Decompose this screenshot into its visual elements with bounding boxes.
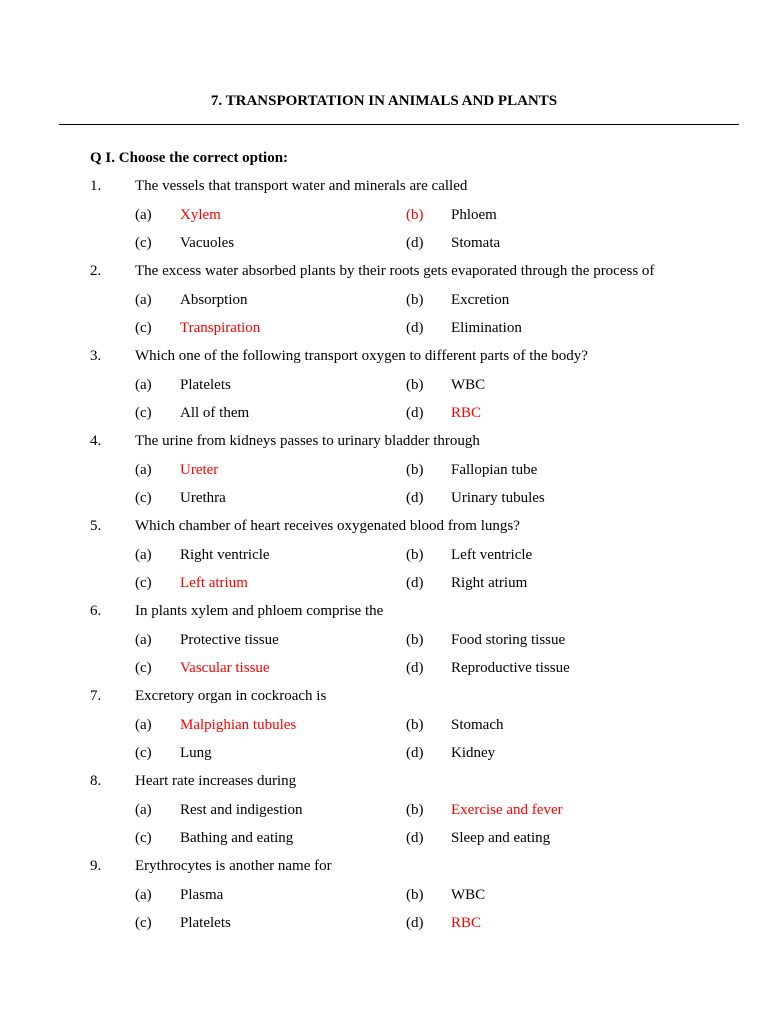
option-letter: (a) (135, 462, 152, 478)
option-text: Reproductive tissue (451, 660, 570, 676)
option-letter: (b) (406, 292, 424, 308)
option-text: Right atrium (451, 575, 528, 591)
option-letter: (c) (135, 660, 152, 676)
question-row (0, 512, 768, 540)
option-letter: (d) (406, 575, 424, 591)
question-row (0, 427, 768, 455)
option-text: Vacuoles (180, 235, 235, 251)
correct-option-text: Left atrium (180, 575, 248, 591)
question-item (0, 597, 768, 682)
option-row (0, 541, 768, 569)
question-row (0, 597, 768, 625)
option-text: Stomata (451, 235, 501, 251)
option-row (0, 569, 768, 597)
option-letter: (c) (135, 830, 152, 846)
question-item (0, 682, 768, 767)
correct-option-text: Malpighian tubules (180, 717, 297, 733)
option-letter: (a) (135, 632, 152, 648)
question-row (0, 172, 768, 200)
option-text: Platelets (180, 915, 231, 931)
option-letter: (d) (406, 745, 424, 761)
page-title: 7. TRANSPORTATION IN ANIMALS AND PLANTS (210, 93, 558, 109)
title-divider (59, 124, 739, 125)
option-row (0, 881, 768, 909)
option-text: Rest and indigestion (180, 802, 303, 818)
option-letter: (a) (135, 802, 152, 818)
option-row (0, 654, 768, 682)
question-number: 3. (90, 348, 102, 364)
option-letter: (d) (406, 405, 424, 421)
option-text: Bathing and eating (180, 830, 294, 846)
option-row (0, 456, 768, 484)
option-row (0, 626, 768, 654)
question-text: Erythrocytes is another name for (135, 858, 332, 874)
option-text: Stomach (451, 717, 504, 733)
option-row (0, 371, 768, 399)
option-letter: (b) (406, 632, 424, 648)
option-row (0, 909, 768, 937)
correct-option-text: Vascular tissue (180, 660, 270, 676)
option-text: Fallopian tube (451, 462, 538, 478)
option-row (0, 796, 768, 824)
option-text: Elimination (451, 320, 522, 336)
option-text: Sleep and eating (451, 830, 551, 846)
question-text: The excess water absorbed plants by their roots gets evaporated through the process of (135, 263, 655, 279)
question-item (0, 767, 768, 852)
question-text: Which one of the following transport oxygen to different parts of the body? (135, 348, 588, 364)
question-row (0, 682, 768, 710)
correct-option-text: RBC (451, 405, 482, 421)
option-text: Food storing tissue (451, 632, 566, 648)
option-letter: (b) (406, 547, 424, 563)
option-letter: (b) (406, 717, 424, 733)
question-number: 9. (90, 858, 102, 874)
option-letter: (d) (406, 660, 424, 676)
option-letter: (d) (406, 915, 424, 931)
option-letter: (c) (135, 320, 152, 336)
option-letter: (a) (135, 377, 152, 393)
question-number: 5. (90, 518, 102, 534)
correct-option-text: RBC (451, 915, 482, 931)
option-text: Left ventricle (451, 547, 533, 563)
question-text: In plants xylem and phloem comprise the (135, 603, 384, 619)
option-letter: (b) (406, 377, 424, 393)
question-row (0, 852, 768, 880)
option-row (0, 229, 768, 257)
option-letter: (b) (406, 462, 424, 478)
question-text: Heart rate increases during (135, 773, 297, 789)
question-row (0, 257, 768, 285)
question-number: 6. (90, 603, 102, 619)
option-letter: (c) (135, 405, 152, 421)
option-letter: (a) (135, 887, 152, 903)
question-item (0, 257, 768, 342)
option-row (0, 201, 768, 229)
question-number: 4. (90, 433, 102, 449)
question-text: The urine from kidneys passes to urinary bladder through (135, 433, 480, 449)
option-letter: (c) (135, 490, 152, 506)
option-letter: (a) (135, 547, 152, 563)
correct-option-text: Transpiration (180, 320, 261, 336)
question-text: Excretory organ in cockroach is (135, 688, 327, 704)
option-text: Right ventricle (180, 547, 270, 563)
option-letter: (b) (406, 802, 424, 818)
option-text: WBC (451, 887, 486, 903)
option-text: Absorption (180, 292, 248, 308)
section-heading: Q I. Choose the correct option: (90, 150, 289, 166)
option-letter: (c) (135, 575, 152, 591)
option-letter: (d) (406, 235, 424, 251)
option-letter: (b) (406, 207, 424, 223)
question-item (0, 427, 768, 512)
option-text: Excretion (451, 292, 510, 308)
correct-option-text: Exercise and fever (451, 802, 563, 818)
question-number: 1. (90, 178, 102, 194)
option-row (0, 824, 768, 852)
option-letter: (c) (135, 915, 152, 931)
option-text: Urethra (180, 490, 226, 506)
option-row (0, 314, 768, 342)
option-letter: (b) (406, 887, 424, 903)
option-text: Kidney (451, 745, 496, 761)
option-text: WBC (451, 377, 486, 393)
option-letter: (d) (406, 320, 424, 336)
question-row (0, 767, 768, 795)
question-number: 8. (90, 773, 102, 789)
option-text: Platelets (180, 377, 231, 393)
option-row (0, 286, 768, 314)
question-item (0, 342, 768, 427)
option-letter: (d) (406, 830, 424, 846)
option-text: Urinary tubules (451, 490, 545, 506)
question-text: Which chamber of heart receives oxygenated blood from lungs? (135, 518, 520, 534)
option-text: Protective tissue (180, 632, 279, 648)
option-text: All of them (180, 405, 250, 421)
question-row (0, 342, 768, 370)
option-row (0, 739, 768, 767)
question-text: The vessels that transport water and minerals are called (135, 178, 468, 194)
option-row (0, 484, 768, 512)
question-number: 7. (90, 688, 102, 704)
option-text: Plasma (180, 887, 224, 903)
correct-option-text: Xylem (180, 207, 221, 223)
correct-option-text: Ureter (180, 462, 219, 478)
option-row (0, 399, 768, 427)
option-letter: (d) (406, 490, 424, 506)
question-item (0, 852, 768, 937)
option-row (0, 711, 768, 739)
option-text: Lung (180, 745, 212, 761)
option-letter: (a) (135, 292, 152, 308)
question-item (0, 512, 768, 597)
question-list (0, 172, 768, 937)
option-letter: (a) (135, 717, 152, 733)
option-letter: (c) (135, 745, 152, 761)
option-letter: (c) (135, 235, 152, 251)
question-number: 2. (90, 263, 102, 279)
option-letter: (a) (135, 207, 152, 223)
question-item (0, 172, 768, 257)
option-text: Phloem (451, 207, 497, 223)
